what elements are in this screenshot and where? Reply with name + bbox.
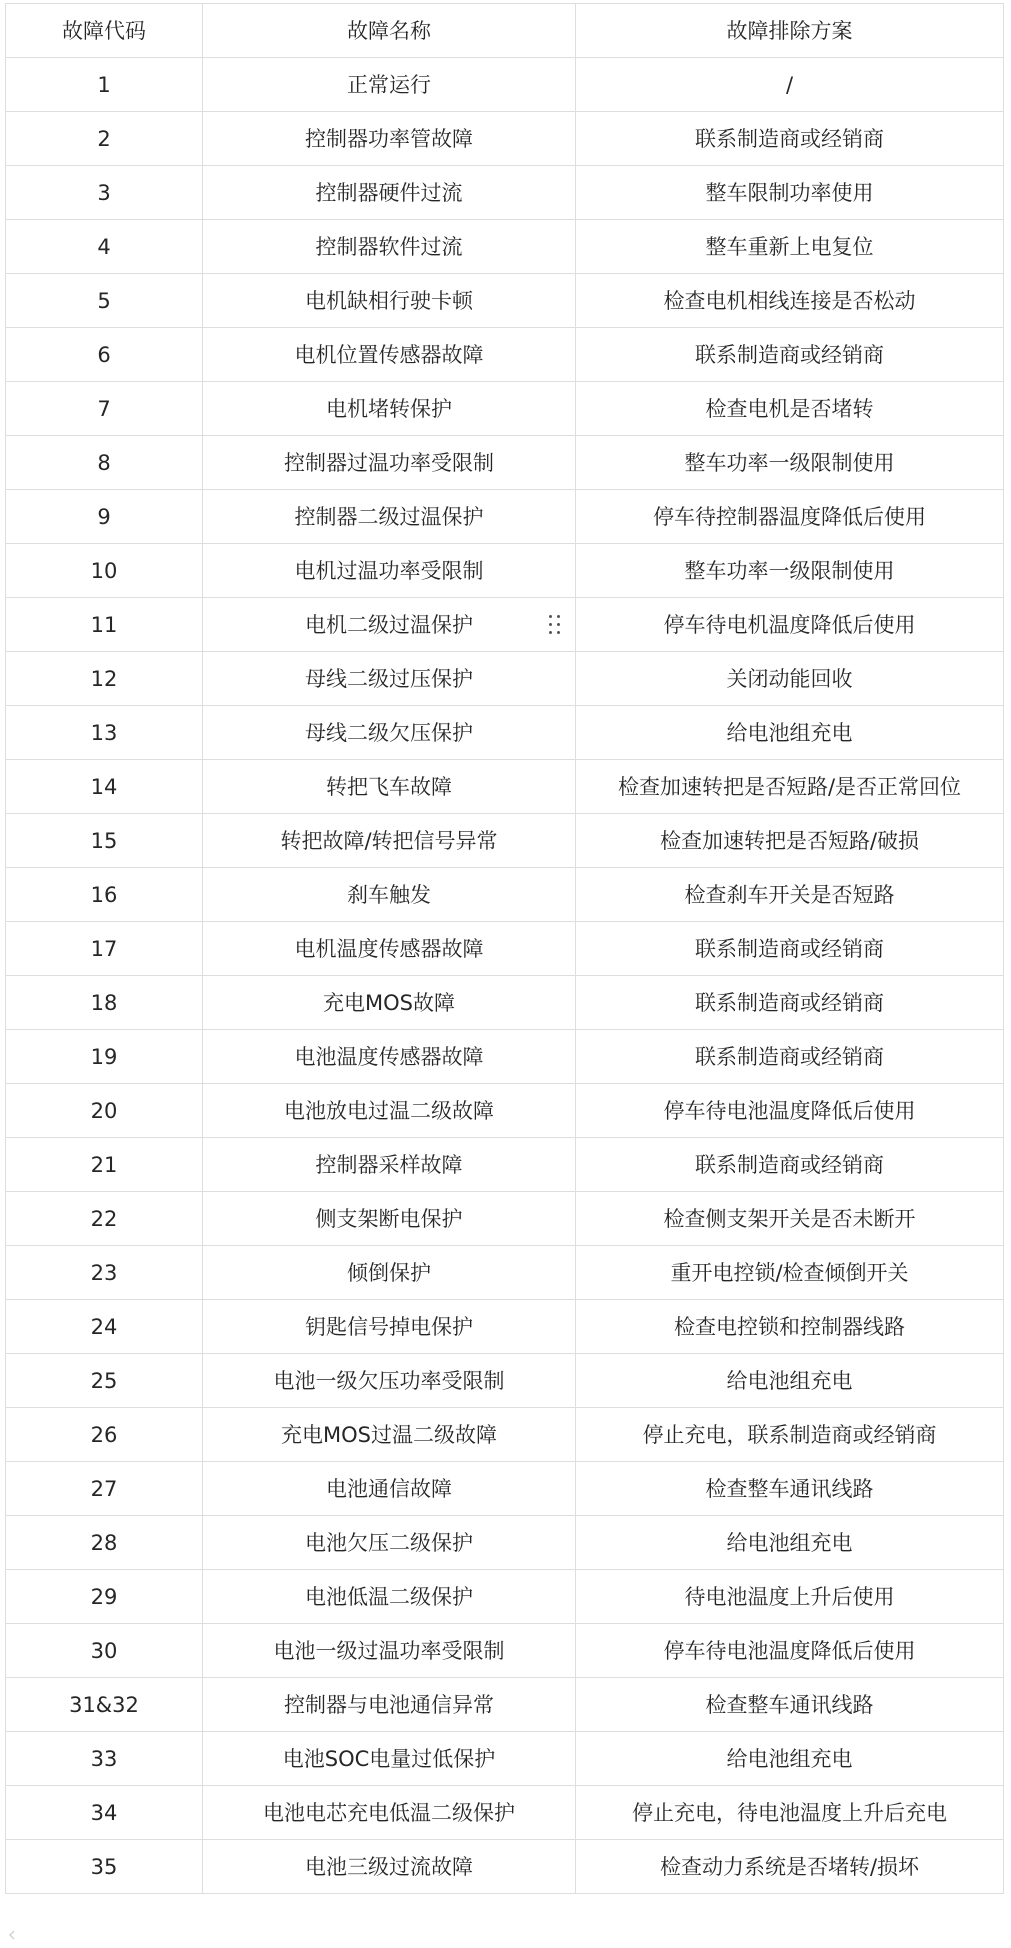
fault-solution-cell: 检查整车通讯线路: [576, 1678, 1004, 1732]
fault-code-cell: 27: [6, 1462, 203, 1516]
fault-solution-cell: 检查电机是否堵转: [576, 382, 1004, 436]
table-row: [6, 1516, 1004, 1570]
fault-name-cell: 控制器硬件过流: [203, 166, 576, 220]
table-row: [6, 1570, 1004, 1624]
fault-solution-cell: 检查整车通讯线路: [576, 1462, 1004, 1516]
fault-name-cell: 电池温度传感器故障: [203, 1030, 576, 1084]
fault-name-cell: 电池低温二级保护: [203, 1570, 576, 1624]
fault-solution-cell: 关闭动能回收: [576, 652, 1004, 706]
table-row: [6, 976, 1004, 1030]
fault-code-cell: 7: [6, 382, 203, 436]
fault-name-cell: 电池一级过温功率受限制: [203, 1624, 576, 1678]
fault-name-cell: 控制器二级过温保护: [203, 490, 576, 544]
fault-code-table: [5, 3, 1004, 1894]
fault-name-cell: 控制器过温功率受限制: [203, 436, 576, 490]
table-row: [6, 220, 1004, 274]
chevron-left-icon[interactable]: [9, 1930, 15, 1940]
fault-solution-cell: 给电池组充电: [576, 1354, 1004, 1408]
table-row: [6, 760, 1004, 814]
fault-code-cell: 34: [6, 1786, 203, 1840]
fault-code-cell: 9: [6, 490, 203, 544]
fault-code-cell: 18: [6, 976, 203, 1030]
fault-name-cell: 正常运行: [203, 58, 576, 112]
fault-code-cell: 24: [6, 1300, 203, 1354]
fault-name-cell: 控制器功率管故障: [203, 112, 576, 166]
table-row: [6, 1300, 1004, 1354]
table-row: [6, 166, 1004, 220]
table-row: [6, 814, 1004, 868]
table-row: [6, 706, 1004, 760]
fault-solution-cell: 联系制造商或经销商: [576, 1030, 1004, 1084]
table-row: [6, 1462, 1004, 1516]
fault-solution-cell: 给电池组充电: [576, 1516, 1004, 1570]
fault-name-cell: 电池SOC电量过低保护: [203, 1732, 576, 1786]
table-row: [6, 1732, 1004, 1786]
drag-handle-icon[interactable]: [549, 615, 561, 635]
fault-solution-cell: 整车功率一级限制使用: [576, 436, 1004, 490]
fault-solution-cell: 整车限制功率使用: [576, 166, 1004, 220]
fault-solution-cell: 检查加速转把是否短路/破损: [576, 814, 1004, 868]
table-row: [6, 328, 1004, 382]
fault-solution-cell: 检查刹车开关是否短路: [576, 868, 1004, 922]
fault-code-cell: 14: [6, 760, 203, 814]
fault-code-cell: 25: [6, 1354, 203, 1408]
fault-name-cell: 母线二级过压保护: [203, 652, 576, 706]
fault-name-cell: 电机温度传感器故障: [203, 922, 576, 976]
table-row: [6, 598, 1004, 652]
fault-name-cell: 控制器与电池通信异常: [203, 1678, 576, 1732]
fault-name-cell: 电机二级过温保护: [203, 598, 576, 652]
fault-code-cell: 31&32: [6, 1678, 203, 1732]
fault-solution-cell: 联系制造商或经销商: [576, 112, 1004, 166]
fault-name-cell: 电机缺相行驶卡顿: [203, 274, 576, 328]
fault-code-cell: 33: [6, 1732, 203, 1786]
fault-code-cell: 1: [6, 58, 203, 112]
table-row: [6, 1246, 1004, 1300]
fault-name-cell: 充电MOS故障: [203, 976, 576, 1030]
fault-solution-cell: 联系制造商或经销商: [576, 976, 1004, 1030]
fault-solution-cell: 给电池组充电: [576, 1732, 1004, 1786]
fault-solution-cell: 联系制造商或经销商: [576, 1138, 1004, 1192]
table-row: [6, 58, 1004, 112]
fault-name-cell: 电池通信故障: [203, 1462, 576, 1516]
fault-solution-cell: 停车待电池温度降低后使用: [576, 1624, 1004, 1678]
fault-name-cell: 电池一级欠压功率受限制: [203, 1354, 576, 1408]
fault-code-cell: 4: [6, 220, 203, 274]
fault-solution-cell: 重开电控锁/检查倾倒开关: [576, 1246, 1004, 1300]
table-row: [6, 1408, 1004, 1462]
table-row: [6, 1786, 1004, 1840]
table-row: [6, 382, 1004, 436]
fault-name-cell: 转把故障/转把信号异常: [203, 814, 576, 868]
fault-name-cell: 转把飞车故障: [203, 760, 576, 814]
fault-name-cell: 电机位置传感器故障: [203, 328, 576, 382]
table-row: [6, 1624, 1004, 1678]
fault-code-cell: 10: [6, 544, 203, 598]
fault-code-cell: 21: [6, 1138, 203, 1192]
table-row: [6, 1354, 1004, 1408]
fault-code-cell: 35: [6, 1840, 203, 1894]
fault-code-cell: 16: [6, 868, 203, 922]
fault-solution-cell: 整车重新上电复位: [576, 220, 1004, 274]
fault-solution-cell: 联系制造商或经销商: [576, 922, 1004, 976]
fault-solution-cell: 待电池温度上升后使用: [576, 1570, 1004, 1624]
table-row: [6, 1192, 1004, 1246]
fault-code-cell: 5: [6, 274, 203, 328]
fault-solution-cell: 停止充电，联系制造商或经销商: [576, 1408, 1004, 1462]
table-row: [6, 436, 1004, 490]
table-row: [6, 1084, 1004, 1138]
fault-solution-cell: 停车待电机温度降低后使用: [576, 598, 1004, 652]
fault-name-cell: 控制器采样故障: [203, 1138, 576, 1192]
fault-code-cell: 15: [6, 814, 203, 868]
table-row: [6, 274, 1004, 328]
fault-name-cell: 母线二级欠压保护: [203, 706, 576, 760]
table-row: [6, 652, 1004, 706]
fault-code-cell: 6: [6, 328, 203, 382]
table-row: [6, 490, 1004, 544]
fault-code-cell: 30: [6, 1624, 203, 1678]
fault-name-cell: 侧支架断电保护: [203, 1192, 576, 1246]
fault-code-cell: 28: [6, 1516, 203, 1570]
fault-code-cell: 2: [6, 112, 203, 166]
fault-name-cell: 充电MOS过温二级故障: [203, 1408, 576, 1462]
header-fault-solution: 故障排除方案: [576, 4, 1004, 58]
fault-name-cell: 钥匙信号掉电保护: [203, 1300, 576, 1354]
fault-name-cell: 刹车触发: [203, 868, 576, 922]
fault-code-cell: 3: [6, 166, 203, 220]
table-row: [6, 868, 1004, 922]
table-row: [6, 1678, 1004, 1732]
fault-solution-cell: 检查侧支架开关是否未断开: [576, 1192, 1004, 1246]
fault-solution-cell: 检查加速转把是否短路/是否正常回位: [576, 760, 1004, 814]
fault-name-cell: 电池放电过温二级故障: [203, 1084, 576, 1138]
table-body: [6, 4, 1004, 1894]
fault-code-cell: 17: [6, 922, 203, 976]
fault-code-cell: 23: [6, 1246, 203, 1300]
fault-name-cell: 电池欠压二级保护: [203, 1516, 576, 1570]
header-fault-name: 故障名称: [203, 4, 576, 58]
fault-solution-cell: 停止充电，待电池温度上升后充电: [576, 1786, 1004, 1840]
fault-code-cell: 8: [6, 436, 203, 490]
fault-name-cell: 电机堵转保护: [203, 382, 576, 436]
fault-name-cell: 电机过温功率受限制: [203, 544, 576, 598]
fault-solution-cell: 停车待控制器温度降低后使用: [576, 490, 1004, 544]
fault-solution-cell: 整车功率一级限制使用: [576, 544, 1004, 598]
fault-code-cell: 20: [6, 1084, 203, 1138]
table-row: [6, 1138, 1004, 1192]
table-row: [6, 1030, 1004, 1084]
fault-code-cell: 11: [6, 598, 203, 652]
fault-solution-cell: 检查电控锁和控制器线路: [576, 1300, 1004, 1354]
fault-code-table-container: [5, 3, 1003, 1894]
table-row: [6, 112, 1004, 166]
table-row: [6, 544, 1004, 598]
fault-solution-cell: 检查动力系统是否堵转/损坏: [576, 1840, 1004, 1894]
header-fault-code: 故障代码: [6, 4, 203, 58]
fault-name-cell: 控制器软件过流: [203, 220, 576, 274]
fault-name-cell: 电池电芯充电低温二级保护: [203, 1786, 576, 1840]
fault-solution-cell: 检查电机相线连接是否松动: [576, 274, 1004, 328]
table-row: [6, 922, 1004, 976]
table-header-row: [6, 4, 1004, 58]
fault-solution-cell: 给电池组充电: [576, 706, 1004, 760]
fault-code-cell: 13: [6, 706, 203, 760]
fault-solution-cell: /: [576, 58, 1004, 112]
table-row: [6, 1840, 1004, 1894]
fault-code-cell: 19: [6, 1030, 203, 1084]
fault-name-cell: 电池三级过流故障: [203, 1840, 576, 1894]
fault-solution-cell: 联系制造商或经销商: [576, 328, 1004, 382]
fault-code-cell: 22: [6, 1192, 203, 1246]
fault-name-cell: 倾倒保护: [203, 1246, 576, 1300]
fault-code-cell: 12: [6, 652, 203, 706]
fault-solution-cell: 停车待电池温度降低后使用: [576, 1084, 1004, 1138]
fault-code-cell: 26: [6, 1408, 203, 1462]
fault-code-cell: 29: [6, 1570, 203, 1624]
